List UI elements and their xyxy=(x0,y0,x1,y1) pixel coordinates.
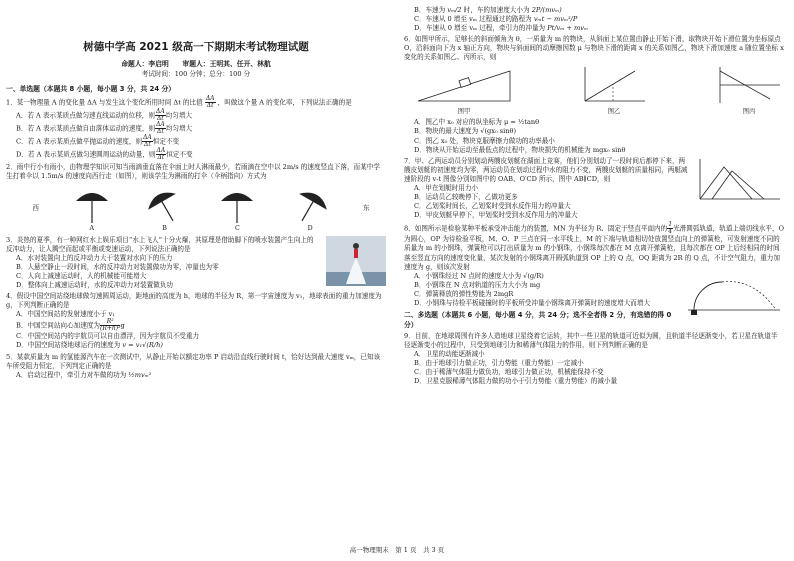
exam-info: 考试时间：100 分钟；总分：100 分 xyxy=(141,69,251,78)
q3-stem: 3．炎热的夏季，有一种网红水上娱乐项目“水上飞人”十分火爆，其原理是借助脚下的喷水装置产生向上的反冲动力，让人腾空而起或平衡或变速运动，下列说法正确的是 xyxy=(6,235,314,253)
q8-option-c[interactable]: C．弹簧释放的弹性势能为 2mgR xyxy=(414,289,514,298)
umbrella-icon xyxy=(217,187,257,225)
q3-option-c[interactable]: C．人向上减速运动时，人的机械能可能增大 xyxy=(16,271,147,280)
q2-figure-a[interactable]: A xyxy=(72,187,112,234)
q6-figure-bing: 图丙 xyxy=(714,65,784,117)
q4-option-c[interactable]: C．中国空间站内的宇航员可以自由漂浮，因为宇航员不受重力 xyxy=(16,332,200,341)
q3-option-d[interactable]: D．整体向上减速运动时，水的反冲动力对装置做负功 xyxy=(16,280,173,289)
q6-figures xyxy=(414,65,784,117)
q7-option-d[interactable]: D．甲皮划艇早停下，甲划桨时受到水反作用力的冲量大 xyxy=(414,211,578,220)
q6-option-d[interactable]: D．物块从开始运动至最低点的过程中，物块损失的机械能为 mgx₀ sinθ xyxy=(414,145,626,154)
q5-option-c[interactable]: C．车速从 0 增至 vₘ 过程通过的路程为 vₘt − mvₘ³/P xyxy=(414,15,578,24)
page-footer: 高一物理期末 第 1 页 共 3 页 xyxy=(349,546,445,555)
q9-stem: 9．目前，在地球周围有许多人造地球卫星绕着它运转，其中一些卫星的轨道可近似为圆，且轨道半径逐渐变小，若卫星在轨道半径逐渐变小的过程中，只受到地球引力和稀薄气体阻力的作用，则下列判断正确的是 xyxy=(404,331,778,349)
q2-figure-b[interactable]: B xyxy=(145,187,185,234)
q1-option-b[interactable]: B．若 A 表示某质点做自由落体运动的速度，则 $\frac{\Delta A}{\Delta t}$ 均匀增大 xyxy=(16,121,193,136)
q7-stem: 7．甲、乙两运动员分别划动两艘皮划艇在湖面上竞赛，他们分别划动了一段时间后都停下来，两艘皮划艇的初速度均为零，两运动员在划动过程中水的阻力不变，两艘皮划艇的质量相同，两艇减速阶段的 v-t 图像分别如图中的 OAB、O′CD 所示，图中 AB∥CD，则 xyxy=(404,156,688,183)
q4-stem: 4．假设中国空间站绕地球做匀速圆周运动，距地面的高度为 h，地球的半径为 R，第一宇宙速度为 v₁，地球表面的重力加速度为 g，下列判断正确的是 xyxy=(6,292,382,310)
q2-stem: 2．雨中行小有雨小，由物理学知识可知当雨滴垂直落在伞面上时人淋雨最少，若雨滴在空中以 2m/s 的速度竖直下落，而某中学生打着伞以 1.5m/s 的速度向西行走（如图），则该学生为淋雨的打伞（伞柄指向）方式为 xyxy=(6,163,380,181)
q3-flyboard-photo xyxy=(326,236,386,286)
a-x-graph xyxy=(714,65,784,105)
q3-option-a[interactable]: A．水对装置向上的反冲动力大于装置对水向下的压力 xyxy=(16,253,173,262)
q2-fig-label-side-e: 东 xyxy=(362,203,370,212)
q5-stem: 5．某款质量为 m 的氢能源汽车在一次测试中，从静止开始以额定功率 P 启动沿直线行驶时间 t，恰好达到最大速度 vₘ，已知该车所受阻力恒定，下列判定正确的是 xyxy=(6,352,381,370)
q7-option-a[interactable]: A．甲在划艇时用力小 xyxy=(414,184,479,192)
q1-stem-b: ，叫做这个量 A 的变化率，下列说法正确的是 xyxy=(217,98,352,107)
q1-option-d[interactable]: D．若 A 表示某质点做匀速圆周运动的动量，则 $\frac{\Delta A}{\Delta t}$ 恒定不变 xyxy=(16,147,193,162)
q6-option-c[interactable]: C．图乙 x₀ 处，物块克服摩擦力做功的功率最小 xyxy=(414,136,555,145)
q8-option-b[interactable]: B．小钢珠在 N 点对轨道的压力大小为 mg xyxy=(414,280,541,289)
q4-option-b[interactable]: B．中国空间站向心加速度为 $\frac{\text{R²}}{\text{(R+h)²}}$ g xyxy=(16,318,125,333)
incline-diagram xyxy=(414,65,514,105)
q1-option-c[interactable]: C．若 A 表示某质点做平抛运动的速度，则 $\frac{\Delta A}{\Delta t}$ 恒定不变 xyxy=(16,134,180,149)
q8-stem: 8．如图所示是检验某种平板承受冲击能力的装置，MN 为半径为 R、固定于竖直平面内的 $\frac{1}{4}$ 光滑圆弧轨道，轨道上端切线水平，O 为圆心，OP 为待检验平板，M、O、P 三点在同一水平线上，M 的下端与轨道相切处放置竖直向上的弹簧枪，可发射速度不同的质量为 m 的小钢珠，弹簧枪可以打出质量为 m 的小钢珠，小钢珠每次都在 M 点离开弹簧枪，且每次都在 OP 上后经相同的时间落至竖直方向的速度变化量，某次发射的小钢珠离开圆弧轨道到 OP 上的 Q 点，OQ 距离为 2R 的 Q 点，不计空气阻力，重力加速度为 g，则该次发射 xyxy=(404,221,784,271)
section2-heading: 二、多选题（本题共 6 小题，每小题 4 分，共 24 分；选不全者得 2 分，有选错的得 0 分） xyxy=(404,311,672,329)
question-4 xyxy=(6,292,386,350)
q1-option-a[interactable]: A．若 A 表示某质点做匀速直线运动的位移，则 $\frac{\Delta A}{\Delta t}$ 均匀增大 xyxy=(16,108,193,123)
q7-option-c[interactable]: C．乙划桨时间长，乙划桨时受到水反作用力的冲量大 xyxy=(414,202,571,211)
exam-title: 树德中学高 2021 级高一下期期末考试物理试题 xyxy=(83,41,309,53)
section1-heading: 一、单选题（本题共 8 小题，每小题 3 分，共 24 分） xyxy=(6,84,176,93)
q2-fig-label-side-w: 西 xyxy=(32,203,39,212)
question-9 xyxy=(404,332,784,387)
q5-option-a[interactable]: A．启动过程中，牵引力对车做的功为 ½mvₘ² xyxy=(16,370,152,379)
q4-option-d[interactable]: D．中国空间站绕地球运行的速度为 v = v₁√(R/h) xyxy=(16,341,163,350)
q6-figure-jia: 图甲 xyxy=(414,65,514,117)
q5-option-b[interactable]: B．车速为 vₘ/2 时，车的加速度大小为 2P/(mvₘ) xyxy=(414,6,562,14)
question-5 xyxy=(6,353,386,380)
question-6 xyxy=(404,35,784,154)
question-2 xyxy=(6,163,386,233)
umbrella-icon xyxy=(72,187,112,225)
question-3 xyxy=(6,236,386,291)
exam-authors: 命题人：李启明 审题人：王明其、任开、林航 xyxy=(121,60,271,69)
question-5-cont xyxy=(404,6,784,33)
q7-option-b[interactable]: B．运动员乙较晚停下，乙做功更多 xyxy=(414,193,518,202)
q8-arc-diagram xyxy=(684,272,784,316)
q8-option-d[interactable]: D．小钢珠与待检平板碰撞时的平板所受冲量小钢珠离开弹簧时的速度增大而增大 xyxy=(414,299,651,308)
q8-option-a[interactable]: A．小钢珠经过 N 点时的速度大小为 √(g/R) xyxy=(414,271,544,280)
q1-frac: $\frac{\Delta A}{\Delta t}$ xyxy=(205,95,215,110)
q2-figure-c[interactable]: C xyxy=(217,187,257,234)
q6-option-b[interactable]: B．物块的最大速度为 √(gx₀ sinθ) xyxy=(414,127,517,136)
right-column xyxy=(404,6,784,388)
q9-option-d[interactable]: D．卫星克服稀薄气体阻力做的功小于引力势能（重力势能）的减小量 xyxy=(414,377,618,386)
q9-option-b[interactable]: B．由于地球引力做正功，引力势能（重力势能）一定减小 xyxy=(414,359,584,368)
q3-option-b[interactable]: B．人悬空静止一段时间，水的反冲动力对装置做功为零，冲量也为零 xyxy=(16,262,219,271)
question-1 xyxy=(6,96,386,161)
q6-figure-yi: 图乙 xyxy=(579,65,649,117)
umbrella-icon xyxy=(145,187,185,225)
q6-option-a[interactable]: A．图乙中 x₀ 对应的纵坐标为 μ = ½tanθ xyxy=(414,118,540,127)
umbrella-icon xyxy=(290,187,330,225)
q9-option-a[interactable]: A．卫星的动能逐渐减小 xyxy=(414,350,485,359)
q9-option-c[interactable]: C．由于稀薄气体阻力做负功，地球引力做正功，机械能保持不变 xyxy=(414,368,604,377)
question-7 xyxy=(404,157,784,221)
mu-x-graph xyxy=(579,65,649,105)
q6-stem: 6．如图甲所示，足够长的斜面倾角为 θ，一质量为 m 的物块，从斜面上某位置由静止开始下滑，取物块开始下滑位置为坐标原点 O，沿斜面向下为 x 轴正方向，物块与斜面间的动摩擦因数 μ 与物块下滑的距离 x 的关系如图乙，物块下滑加速度 a 随位置坐标 x 变化的关系如图乙、丙所示，则 xyxy=(404,35,784,62)
q7-vt-graph xyxy=(694,157,784,205)
question-8 xyxy=(404,222,784,308)
q4-option-a[interactable]: A．中国空间站的发射速度小于 v₁ xyxy=(16,310,115,319)
q1-stem-a: 1．某一物理量 A 的变化量 ΔA 与发生这个变化所用时间 Δt 的比值 xyxy=(6,98,203,107)
q2-figure-d[interactable]: D xyxy=(290,187,330,234)
q5-option-d[interactable]: D．车速从 0 增至 vₘ 过程，牵引力的冲量为 Pt/vₘ + mvₘ xyxy=(414,24,589,33)
left-column xyxy=(6,6,386,382)
q2-umbrella-figures xyxy=(16,184,386,234)
